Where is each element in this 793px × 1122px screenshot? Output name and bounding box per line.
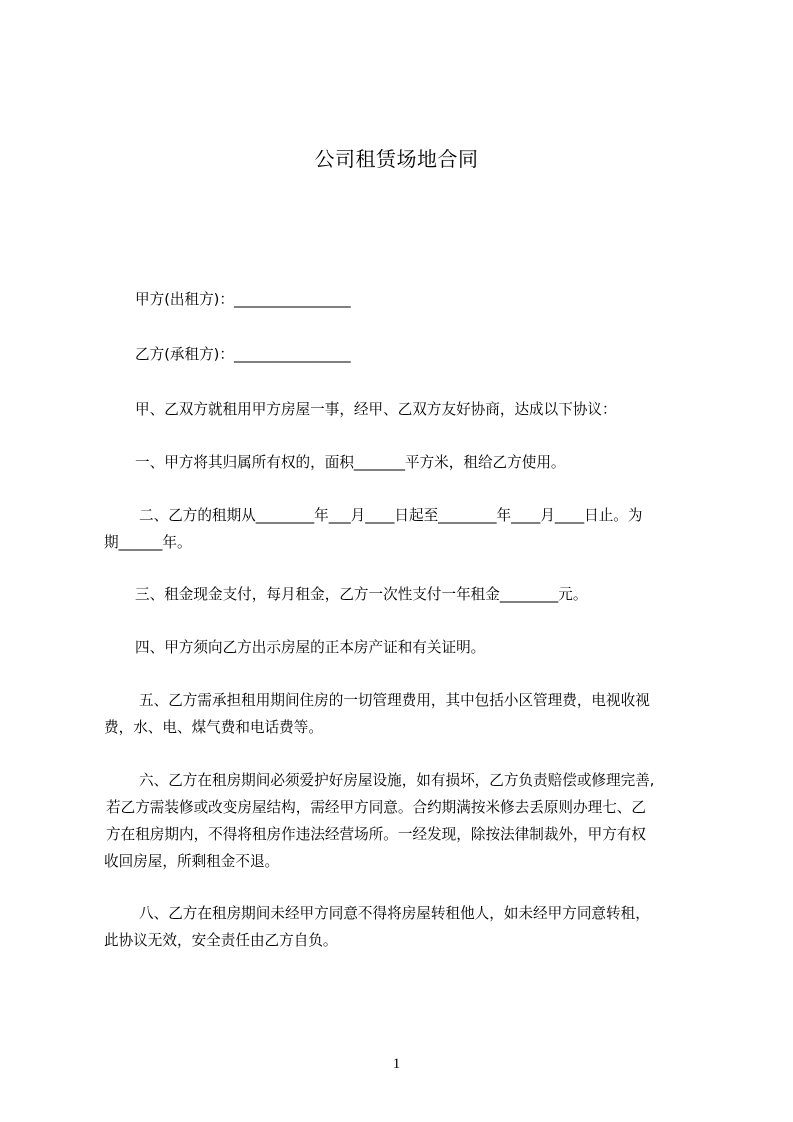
clause-1: 一、甲方将其归属所有权的，面积_______平方米，租给乙方使用。 xyxy=(135,454,566,471)
clause-3: 三、租金现金支付，每月租金，乙方一次性支付一年租金________元。 xyxy=(135,586,588,603)
clause-5-line-2: 费，水、电、煤气费和电话费等。 xyxy=(104,719,323,736)
clause-2-line-2: 期______年。 xyxy=(104,534,192,551)
clause-6-line-2: 若乙方需装修或改变房屋结构，需经甲方同意。合约期满按米修去丢原则办理七、乙 xyxy=(106,799,646,816)
clause-4: 四、甲方须向乙方出示房屋的正本房产证和有关证明。 xyxy=(135,639,486,656)
clause-8-line-1: 八、乙方在租房期间未经甲方同意不得将房屋转租他人，如未经甲方同意转租， xyxy=(139,905,650,922)
clause-8-line-2: 此协议无效，安全责任由乙方自负。 xyxy=(104,932,338,949)
clause-6-line-4: 收回房屋，所剩租金不退。 xyxy=(104,853,280,870)
paragraph-party-a: 甲方(出租方)：________________ xyxy=(135,291,351,308)
page-title: 公司租赁场地合同 xyxy=(314,147,479,171)
clause-6-line-3: 方在租房期内，不得将租房作违法经营场所。一经发现，除按法律制裁外，甲方有权 xyxy=(106,826,646,843)
page-number: 1 xyxy=(392,1056,401,1072)
clause-6-line-1: 六、乙方在租房期间必须爱护好房屋设施，如有损坏，乙方负责赔偿或修理完善, xyxy=(139,772,655,789)
paragraph-intro: 甲、乙双方就租用甲方房屋一事，经甲、乙双方友好协商，达成以下协议： xyxy=(135,401,617,418)
paragraph-party-b: 乙方(承租方)：________________ xyxy=(135,346,351,363)
clause-5-line-1: 五、乙方需承担租用期间住房的一切管理费用，其中包括小区管理费，电视收视 xyxy=(139,692,650,709)
clause-2-line-1: 二、乙方的租期从________年___月____日起至________年____月____日止。为 xyxy=(139,507,643,524)
